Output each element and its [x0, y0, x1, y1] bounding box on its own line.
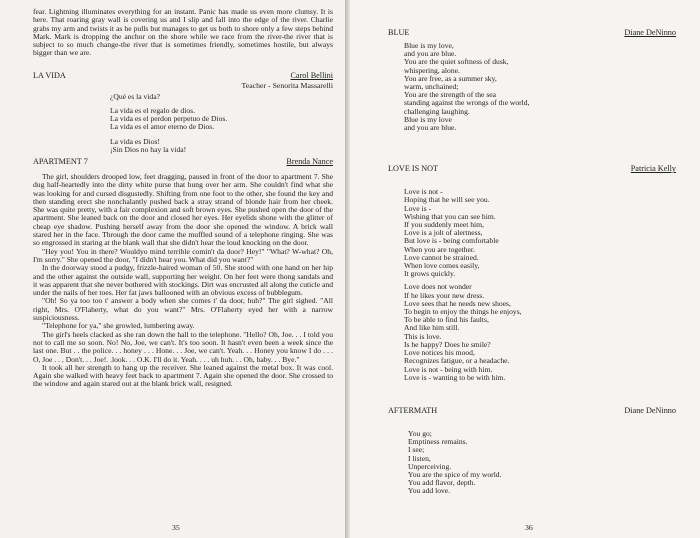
poem-line: La vida es el amor eterno de Dios. — [110, 122, 215, 132]
poem-line: When you are together. — [404, 244, 475, 254]
story-paragraph: "Oh! So ya too too t' answer a body when she comes t' da door, huh?" The girl sighed. "All right, Mrs. O'Flaherty, what do you want?" Mrs. O'Flaherty eyed her with a narrow suspiciousness. — [33, 296, 333, 323]
story-paragraph: "Hey you! You in there? Wouldyo mind terrible comin't da door? Hey!" "What? W-what? Oh, I'm sorry." She opened the door, "I didn't hear you. What did you want?" — [33, 246, 333, 264]
love-is-not-poem — [404, 188, 676, 382]
la-vida-header — [33, 71, 333, 81]
poem-line: But love is - being comfortable — [404, 236, 499, 246]
poem-line: I listen, — [408, 453, 431, 463]
love-is-not-title: LOVE IS NOT — [388, 164, 439, 174]
story-paragraph: The girl's heels clacked as she ran down the hall to the telephone. "Hello? Oh, Joe. . . I told you not to call me so soon. No! No, Joe, we can't. It's too soon. It hasn't even been a week since the last one. But . . the police. . . honey . . . Hone. . . Joe, we can't. Yeah. . . Honey you know I do . . . O, Joe . . . Don't. . . Joe!. .look. . . O.K. I'll do it. Yeah. . . . uh huh. . . Oh, baby. . . Bye." — [33, 329, 333, 364]
poem-line: Is he happy? Does he smile? — [404, 339, 491, 349]
poem-line: Emptiness remains. — [408, 437, 468, 447]
poem-line: whispering, alone. — [404, 65, 460, 75]
poem-line: and you are blue. — [404, 123, 457, 133]
la-vida-title: LA VIDA — [33, 70, 66, 80]
aftermath-author: Diane DeNinno — [624, 405, 676, 415]
page-number: 36 — [525, 523, 533, 532]
poem-line: When love comes easily, — [404, 261, 480, 271]
poem-line: Unperceiving. — [408, 461, 452, 471]
poem-line: Blue is my love — [404, 114, 452, 124]
poem-line: Love is not - being with him. — [404, 364, 493, 374]
poem-line: I see; — [408, 445, 425, 455]
blue-author: Diane DeNinno — [624, 28, 676, 37]
story-paragraph: "Telephone for ya," she growled, lumbering away. — [42, 321, 195, 331]
poem-line: You add love. — [408, 486, 451, 496]
blue-header — [388, 28, 676, 38]
apartment-title: APARTMENT 7 — [33, 157, 88, 166]
la-vida-teacher: Teacher - Senorita Massarelli — [241, 80, 333, 90]
poem-line: You add flavor, depth. — [408, 478, 476, 488]
aftermath-poem — [408, 430, 676, 496]
poem-line: To begin to enjoy the things he enjoys, — [404, 307, 522, 317]
poem-line: Love is not - — [404, 187, 443, 197]
poem-line: Love is a jolt of alertness, — [404, 228, 483, 238]
poem-line: And like him still. — [404, 323, 460, 333]
story-paragraph: In the doorway stood a pudgy, frizzle-haired woman of 50. She stood with one hand on her hip and the other against the outside wall, supporting her weight. On her feet were thong sandals and it was apparent that she never bothered with stockings. Dirt was encrusted all along the cuticle and under the nails of her toes. Her fat jaws ballooned with an obvious excess of bubblegum. — [33, 263, 333, 298]
poem-line: La vida es Dios! — [110, 136, 160, 146]
aftermath-header — [388, 406, 676, 416]
poem-line: and you are blue. — [404, 49, 457, 59]
poem-line: ¡Sin Dios no hay la vida! — [110, 144, 187, 154]
story-paragraph: It took all her strength to hang up the receiver. She leaned against the metal box. It was cool. Again she walked with heavy feet back to apartment 7. Again she opened the door. She crossed to the window and again stared out at the blank brick wall, resigned. — [33, 362, 333, 389]
poem-line: Blue is my love, — [404, 41, 454, 50]
poem-line: warm, unchained; — [404, 82, 459, 92]
blue-poem — [404, 42, 676, 132]
story-paragraph: The girl, shoulders drooped low, feet dragging, paused in front of the door to apartment 7. She dug half-heartedly into the dirty white purse that hung over her arm. She couldn't find what she was looking for and cursed disgustedly. Shifting from one foot to the other, she found the key and then standing erect she nonchalantly pushed back a stray strand of blonde hair from her cheek. She was quite pretty, with a fair complexion and soft brown eyes. She pushed open the door of the apartment. She leaned back on the door and closed her eyes. Her eyelids shone with the glitter of cheap eye shadow. Pushing herself away from the door she opened the window. A brick wall stared her in the face. Through the door came the muffled sound of a telephone ringing. She was so engrossed in staring at the blank wall that she didn't hear the loud knocking on the door. — [33, 172, 333, 248]
left-page — [0, 0, 345, 538]
poem-line: You are the spice of my world. — [408, 469, 502, 479]
la-vida-poem — [110, 93, 333, 154]
poem-line: Love does not wonder — [404, 282, 472, 292]
poem-line: You are the quiet softness of dusk, — [404, 57, 509, 67]
poem-line: Love is - wanting to be with him. — [404, 372, 506, 382]
poem-line: Wishing that you can see him. — [404, 211, 496, 221]
poem-line: Recognizes fatigue, or a headache. — [404, 356, 510, 366]
poem-line: If he likes your new dress. — [404, 290, 485, 300]
right-page — [350, 0, 700, 538]
poem-line: Love cannot be strained. — [404, 252, 479, 262]
love-is-not-header — [388, 164, 676, 174]
poem-line: Hoping that he will see you. — [404, 195, 490, 205]
poem-line: La vida es el regalo de dios. — [110, 105, 195, 115]
love-is-not-author: Patricia Kelly — [630, 164, 676, 174]
poem-line: You go; — [408, 428, 432, 438]
poem-line: If you suddenly meet him, — [404, 220, 484, 230]
poem-line: This is love. — [404, 331, 442, 341]
apartment-author: Brenda Nance — [286, 157, 333, 166]
poem-line: You are the strength of the sea — [404, 90, 497, 100]
story-continuation: fear. Lightning illuminates everything for an instant. Panic has made us even more clumsy. It is here. That roaring gray wall is covering us and I slip and fall into the edge of the river. Charlie grabs my arm and twists it as he pulls but manages to get us both to shore only a few steps behind Mark. Mark is dropping the anchor on the shore while we race from the river-the river that is subject to so much change-the river that is sometimes friendly, sometimes hostile, but always bigger than we are. — [33, 7, 333, 58]
la-vida-author: Carol Bellini — [290, 70, 333, 80]
poem-line: Love is - — [404, 203, 431, 213]
poem-line: You are free, as a summer sky, — [404, 73, 497, 83]
poem-line: challenging laughing. — [404, 106, 470, 116]
poem-line: La vida es el perdon perpetuo de Dios. — [110, 114, 228, 124]
poem-line: standing against the wrongs of the world, — [404, 98, 530, 108]
poem-line: Love notices his mood, — [404, 348, 475, 358]
page-number: 35 — [172, 523, 180, 532]
poem-line: It grows quickly. — [404, 269, 456, 279]
apartment-header — [33, 157, 333, 167]
aftermath-title: AFTERMATH — [388, 405, 438, 415]
blue-title: BLUE — [388, 28, 410, 37]
poem-line: Love sees that he needs new shoes, — [404, 298, 511, 308]
poem-line: ¿Qué es la vida? — [110, 91, 160, 101]
poem-line: To be able to find his faults, — [404, 315, 489, 325]
